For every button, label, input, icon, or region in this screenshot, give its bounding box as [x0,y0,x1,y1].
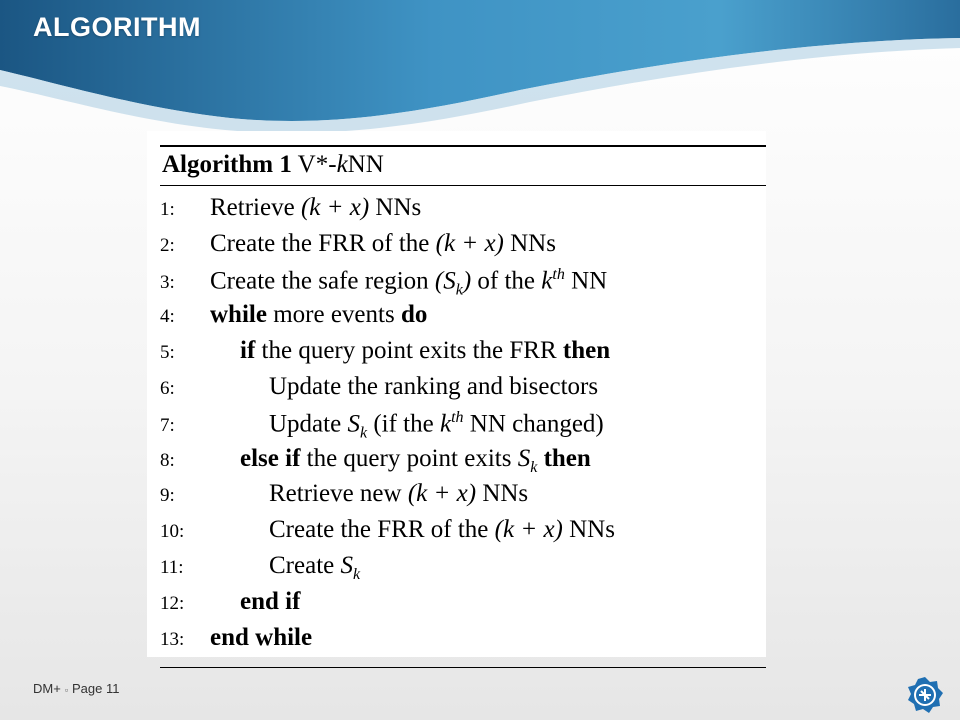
line-text [210,516,615,544]
footer-label [33,681,119,696]
line-number: 2: [160,234,175,256]
line-text-fragment: the query point exits the FRR [255,337,563,365]
line-text-fragment: more events [266,301,401,329]
algorithm-lines [160,186,766,667]
line-number: 12: [160,592,185,614]
line-text-fragment: Update the ranking and bisectors [269,372,599,400]
line-text-fragment: Retrieve [210,194,301,221]
footer-course: DM+ [33,681,61,696]
header-banner [0,0,960,150]
algorithm-line [160,230,766,266]
algorithm-line [160,409,766,445]
line-text-fragment: Retrieve new [269,480,408,508]
line-text-fragment: Update [269,410,348,438]
algorithm-box [160,145,766,668]
line-number: 4: [160,306,175,328]
math-expression: k [352,565,361,583]
line-number: 9: [160,485,175,507]
algorithm-line [160,516,766,552]
line-text-fragment: NNs [476,480,529,508]
line-text-fragment: Create [269,551,341,579]
line-text-fragment: Create the safe region [210,266,435,294]
math-expression: th [451,408,464,426]
algorithm-name: V*-kNN [297,151,384,178]
line-number: 10: [160,521,185,543]
math-expression: th [552,265,565,283]
line-text [210,480,528,508]
keyword: else if [240,444,301,472]
line-number: 1: [160,199,175,220]
slide-title: ALGORITHM [33,12,201,42]
math-expression: (k + x) [300,194,370,221]
line-text [210,588,300,616]
university-emblem-icon [906,676,944,714]
line-number: 7: [160,415,175,437]
line-text-fragment: NN [564,266,608,294]
line-number: 8: [160,449,175,471]
math-expression: (k + x) [407,480,477,508]
math-expression: k [530,458,538,476]
math-expression: k [439,410,452,438]
math-expression: k [541,266,553,294]
keyword: do [400,301,428,329]
keyword: then [543,444,591,472]
line-text [210,624,312,652]
keyword: end if [240,587,301,615]
line-text-fragment: NN changed) [463,410,604,438]
keyword: end while [210,623,313,651]
algorithm-heading [160,147,766,185]
math-expression: S [347,410,360,438]
line-text-fragment: NNs [503,229,556,257]
footer-page-number: Page 11 [72,681,120,696]
math-expression: k [359,424,368,442]
line-text [210,266,607,299]
math-expression: ) [462,266,472,294]
math-expression: S [340,551,353,579]
line-text-fragment: Create the FRR of the [269,516,495,544]
algorithm-line [160,624,766,660]
algorithm-line [160,266,766,302]
algorithm-line [160,373,766,409]
keyword: while [210,301,267,329]
bottom-rule [160,667,766,668]
algorithm-label: Algorithm 1 [162,151,292,178]
math-expression: (k + x) [435,229,504,257]
line-number: 13: [160,628,185,650]
line-text [210,552,360,584]
line-text [210,445,591,477]
line-number: 6: [160,377,175,399]
line-number: 3: [160,271,175,293]
algorithm-line [160,337,766,373]
keyword: then [562,337,611,365]
algorithm-line [160,480,766,516]
line-text-fragment: the query point exits [300,444,518,472]
math-expression: (S [434,266,456,294]
algorithm-line [160,588,766,624]
algorithm-figure [147,131,766,657]
line-number: 5: [160,342,175,364]
math-expression: (k + x) [494,516,563,544]
line-text-fragment: (if the [367,410,440,438]
math-expression: S [517,444,531,472]
footer-separator: ▫ [64,685,69,695]
line-text [210,337,610,365]
line-number: 11: [160,556,184,578]
line-text-fragment: NNs [562,516,615,544]
algorithm-line [160,552,766,588]
keyword: if [240,337,256,365]
line-text-fragment: Create the FRR of the [210,229,436,257]
algorithm-line [160,301,766,337]
math-expression: k [455,280,463,298]
algorithm-line [160,445,766,481]
algorithm-line [160,194,766,230]
line-text [210,301,427,329]
line-text-fragment: NNs [369,194,422,221]
line-text [210,194,421,222]
line-text [210,230,556,258]
line-text-fragment: of the [471,266,542,294]
line-text [210,373,598,401]
line-text [210,409,604,442]
